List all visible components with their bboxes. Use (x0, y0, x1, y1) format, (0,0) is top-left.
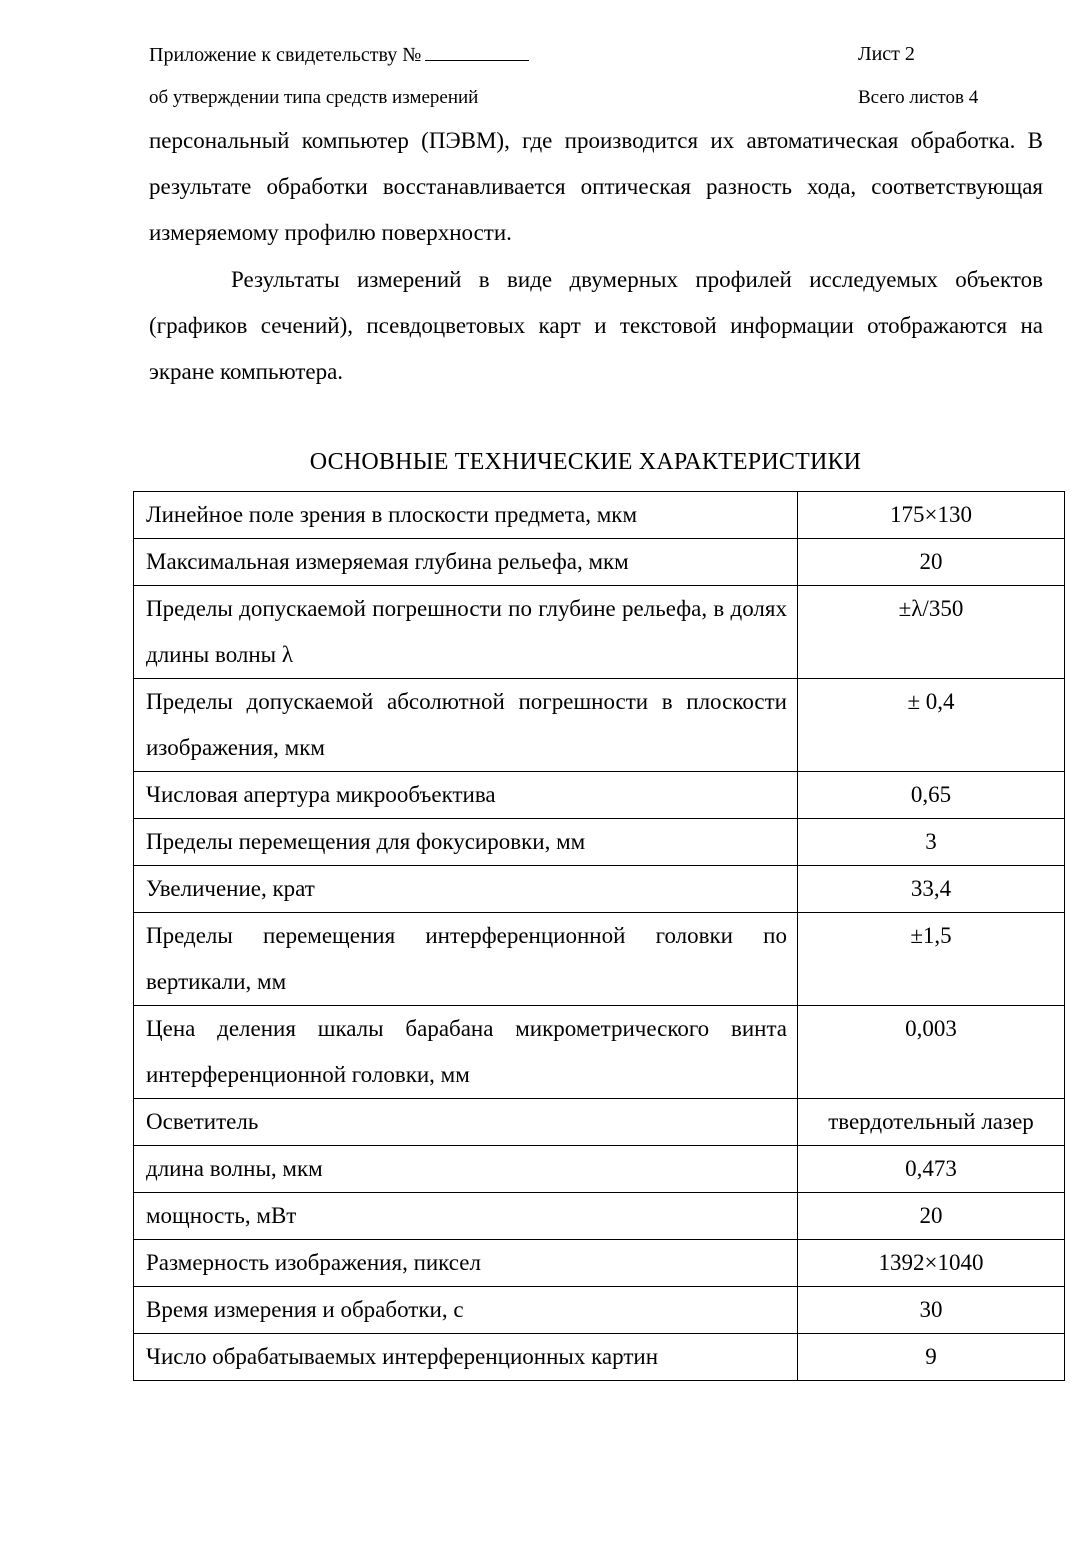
spec-value: 0,003 (798, 1006, 1065, 1099)
table-row (134, 913, 1065, 1006)
spec-label: Пределы допускаемой погрешности по глубине рельефа, в долях длины волны λ (134, 586, 798, 679)
spec-label: Увеличение, крат (134, 866, 798, 913)
table-row (134, 1334, 1065, 1381)
spec-value: 1392×1040 (798, 1240, 1065, 1287)
spec-value: твердотельный лазер (798, 1099, 1065, 1146)
spec-label: Пределы перемещения интерференционной головки по вертикали, мм (134, 913, 798, 1006)
table-row (134, 539, 1065, 586)
table-row (134, 586, 1065, 679)
spec-label: Числовая апертура микрообъектива (134, 772, 798, 819)
table-row (134, 1193, 1065, 1240)
spec-value: 20 (798, 539, 1065, 586)
spec-label: Пределы допускаемой абсолютной погрешности в плоскости изображения, мкм (134, 679, 798, 772)
table-row (134, 1240, 1065, 1287)
table-row (134, 679, 1065, 772)
table-row (134, 1287, 1065, 1334)
spec-value: 30 (798, 1287, 1065, 1334)
spec-label: мощность, мВт (134, 1193, 798, 1240)
spec-value: 20 (798, 1193, 1065, 1240)
table-row (134, 772, 1065, 819)
spec-value: 3 (798, 819, 1065, 866)
table-row (134, 819, 1065, 866)
spec-value: 0,65 (798, 772, 1065, 819)
appendix-label: Приложение к свидетельству № (149, 44, 422, 66)
spec-value: 33,4 (798, 866, 1065, 913)
table-row (134, 492, 1065, 539)
paragraph-processing: персональный компьютер (ПЭВМ), где производится их автоматическая обработка. В результате обработки восстанавливается оптическая разность хода, соответствующая измеряемому профилю поверхности. (149, 128, 1043, 245)
spec-label: Линейное поле зрения в плоскости предмета, мкм (134, 492, 798, 539)
spec-label: длина волны, мкм (134, 1146, 798, 1193)
spec-value: 175×130 (798, 492, 1065, 539)
appendix-header (149, 42, 529, 67)
spec-label: Число обрабатываемых интерференционных картин (134, 1334, 798, 1381)
table-row (134, 1146, 1065, 1193)
table-row (134, 866, 1065, 913)
sheet-number: Лист 2 (858, 43, 915, 65)
section-title: ОСНОВНЫЕ ТЕХНИЧЕСКИЕ ХАРАКТЕРИСТИКИ (309, 449, 862, 475)
header-subtitle: об утверждении типа средств измерений (149, 87, 479, 108)
spec-label: Пределы перемещения для фокусировки, мм (134, 819, 798, 866)
spec-label: Время измерения и обработки, с (134, 1287, 798, 1334)
certificate-number-blank (425, 42, 529, 61)
paragraph-results: Результаты измерений в виде двумерных профилей исследуемых объектов (графиков сечений), псевдоцветовых карт и текстовой информации отображаются на экране компьютера. (149, 267, 1043, 384)
spec-value: ±1,5 (798, 913, 1065, 1006)
spec-label: Цена деления шкалы барабана микрометрического винта интерференционной головки, мм (134, 1006, 798, 1099)
spec-value: 0,473 (798, 1146, 1065, 1193)
spec-label: Максимальная измеряемая глубина рельефа, мкм (134, 539, 798, 586)
spec-label: Размерность изображения, пиксел (134, 1240, 798, 1287)
table-row (134, 1099, 1065, 1146)
spec-value: ± 0,4 (798, 679, 1065, 772)
spec-value: ±λ/350 (798, 586, 1065, 679)
total-sheets: Всего листов 4 (858, 87, 979, 108)
spec-label: Осветитель (134, 1099, 798, 1146)
table-row (134, 1006, 1065, 1099)
specifications-table (133, 491, 1065, 1381)
spec-value: 9 (798, 1334, 1065, 1381)
